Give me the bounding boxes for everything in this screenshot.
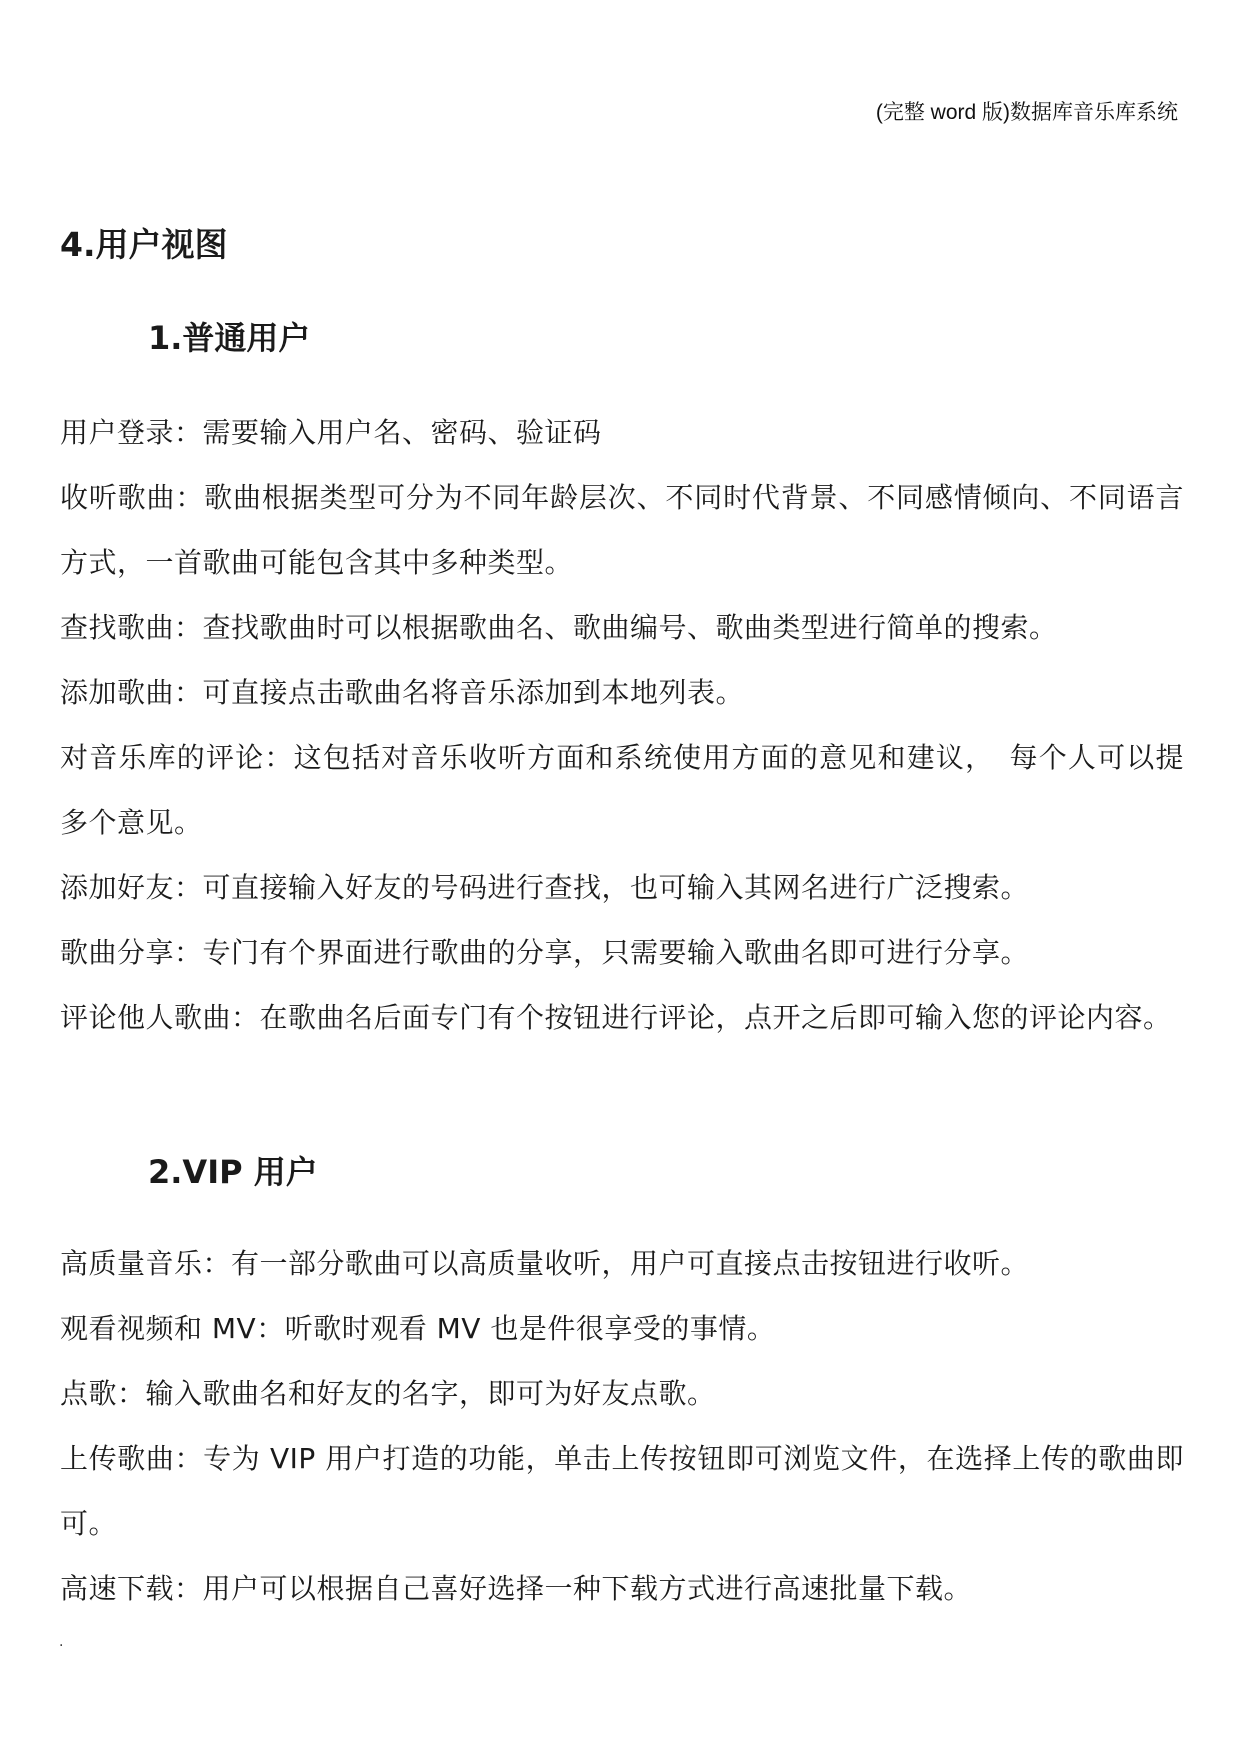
- feature-paragraph: [60, 1426, 1184, 1556]
- feature-text: 这包括对音乐收听方面和系统使用方面的意见和建议， 每个人可以提多个意见。: [60, 741, 1184, 839]
- feature-text: 在歌曲名后面专门有个按钮进行评论，点开之后即可输入您的评论内容。: [259, 1001, 1172, 1034]
- feature-paragraph: [60, 1231, 1184, 1296]
- feature-paragraph: [60, 725, 1184, 855]
- feature-text: 有一部分歌曲可以高质量收听，用户可直接点击按钮进行收听。: [231, 1247, 1030, 1280]
- feature-paragraph: [60, 985, 1184, 1050]
- feature-paragraph: [60, 920, 1184, 985]
- feature-text: 专门有个界面进行歌曲的分享，只需要输入歌曲名即可进行分享。: [202, 936, 1030, 969]
- feature-text: 需要输入用户名、密码、验证码: [202, 416, 602, 449]
- feature-paragraph: [60, 1361, 1184, 1426]
- feature-term: 收听歌曲：: [60, 481, 205, 514]
- feature-text: 可直接输入好友的号码进行查找，也可输入其网名进行广泛搜索。: [202, 871, 1030, 904]
- feature-paragraph: [60, 1296, 1184, 1361]
- feature-term: 对音乐库的评论：: [60, 741, 294, 774]
- feature-paragraph: [60, 855, 1184, 920]
- feature-text: 可直接点击歌曲名将音乐添加到本地列表。: [202, 676, 745, 709]
- regular-user-features: [60, 400, 1184, 1050]
- feature-paragraph: [60, 465, 1184, 595]
- feature-term: 歌曲分享：: [60, 936, 203, 969]
- feature-text: 查找歌曲时可以根据歌曲名、歌曲编号、歌曲类型进行简单的搜索。: [202, 611, 1058, 644]
- feature-term: 观看视频和 MV：: [60, 1312, 285, 1345]
- feature-text: 输入歌曲名和好友的名字，即可为好友点歌。: [145, 1377, 716, 1410]
- subsection-heading-regular-user: 1.普通用户: [148, 319, 311, 357]
- feature-term: 上传歌曲：: [60, 1442, 204, 1475]
- feature-term: 高质量音乐：: [60, 1247, 232, 1280]
- feature-paragraph: [60, 400, 1184, 465]
- feature-term: 添加好友：: [60, 871, 203, 904]
- vip-user-features: [60, 1231, 1184, 1621]
- feature-term: 查找歌曲：: [60, 611, 203, 644]
- section-heading: 4.用户视图: [60, 225, 228, 264]
- feature-paragraph: [60, 1556, 1184, 1621]
- feature-term: 用户登录：: [60, 416, 203, 449]
- footer-mark: .: [59, 1634, 64, 1650]
- feature-paragraph: [60, 660, 1184, 725]
- feature-paragraph: [60, 595, 1184, 660]
- feature-term: 评论他人歌曲：: [60, 1001, 260, 1034]
- feature-text: 用户可以根据自己喜好选择一种下载方式进行高速批量下载。: [202, 1572, 973, 1605]
- feature-text: 歌曲根据类型可分为不同年龄层次、不同时代背景、不同感情倾向、不同语言方式，一首歌曲可能包含其中多种类型。: [60, 481, 1184, 579]
- feature-term: 高速下载：: [60, 1572, 203, 1605]
- feature-text: 听歌时观看 MV 也是件很享受的事情。: [284, 1312, 776, 1345]
- subsection-heading-vip-user: 2.VIP 用户: [148, 1153, 318, 1191]
- feature-term: 点歌：: [60, 1377, 146, 1410]
- page-header-title: (完整 word 版)数据库音乐库系统: [875, 101, 1178, 124]
- feature-term: 添加歌曲：: [60, 676, 203, 709]
- feature-text: 专为 VIP 用户打造的功能，单击上传按钮即可浏览文件，在选择上传的歌曲即可。: [60, 1442, 1184, 1540]
